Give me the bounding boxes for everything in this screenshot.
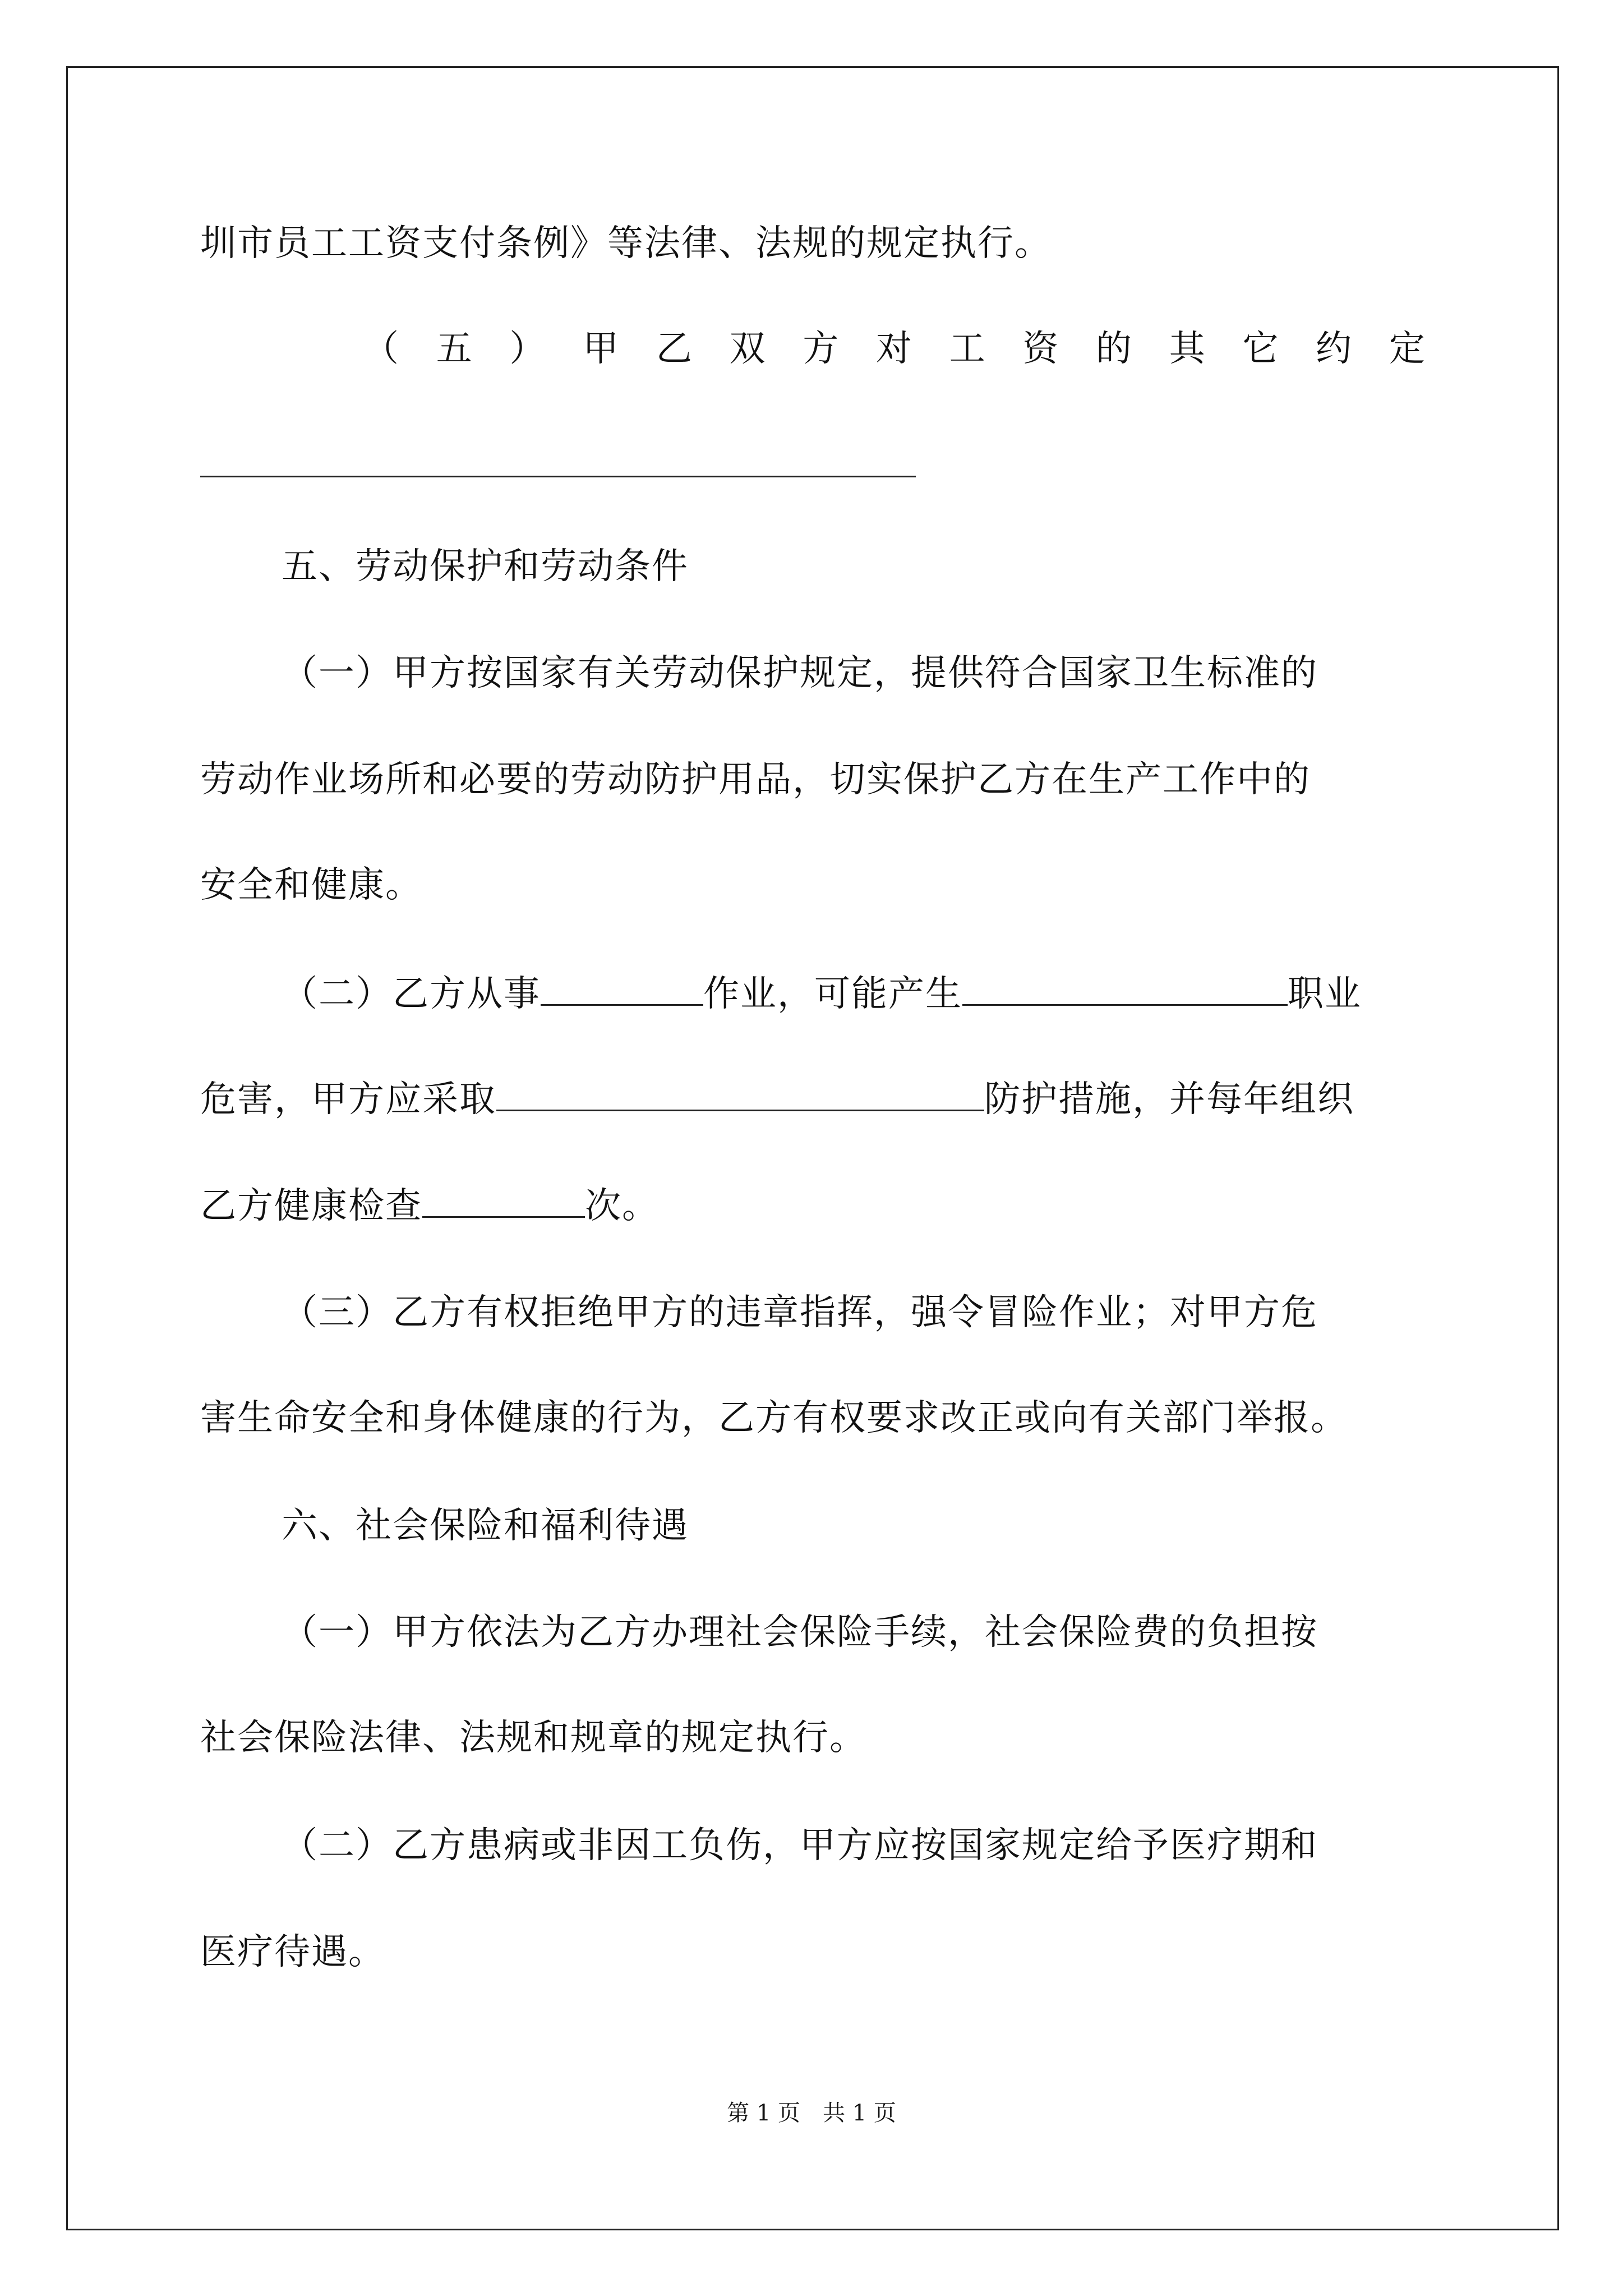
section-heading: 五、劳动保护和劳动条件	[282, 546, 689, 587]
fill-in-blank	[496, 1076, 984, 1111]
paragraph-line: 安全和健康。	[200, 864, 422, 906]
paragraph-line	[282, 970, 1362, 1016]
paragraph-line: （三）乙方有权拒绝甲方的违章指挥，强令冒险作业；对甲方危	[282, 1292, 1318, 1333]
paragraph-line: 害生命安全和身体健康的行为，乙方有权要求改正或向有关部门举报。	[200, 1397, 1348, 1439]
page-number-footer: 第 1 页 共 1 页	[727, 2100, 896, 2126]
paragraph-line: 社会保险法律、法规和规章的规定执行。	[200, 1717, 866, 1759]
spread-char: 五	[436, 328, 472, 370]
text-fragment: 危害，甲方应采取	[200, 1079, 496, 1120]
paragraph-line	[200, 1182, 659, 1228]
text-fragment: 乙方健康检查	[200, 1185, 422, 1227]
text-fragment: 次。	[585, 1185, 659, 1227]
fill-in-blank	[541, 970, 703, 1006]
spread-char: 资	[1022, 328, 1059, 370]
spread-char: 其	[1169, 328, 1205, 370]
spread-char: 对	[875, 328, 912, 370]
text-fragment: 职业	[1288, 973, 1362, 1015]
paragraph-line: （一）甲方依法为乙方办理社会保险手续，社会保险费的负担按	[282, 1612, 1318, 1653]
section-heading: 六、社会保险和福利待遇	[282, 1505, 689, 1547]
paragraph-line: 医疗待遇。	[200, 1931, 385, 1973]
page-border	[66, 66, 1559, 2230]
paragraph-line: 劳动作业场所和必要的劳动防护用品，切实保护乙方在生产工作中的	[200, 759, 1311, 800]
fill-in-blank	[962, 970, 1288, 1006]
paragraph-line: （一）甲方按国家有关劳动保护规定，提供符合国家卫生标准的	[282, 652, 1318, 694]
spread-char: 甲	[583, 328, 619, 370]
spread-char: （	[363, 328, 399, 370]
spread-char: 的	[1096, 328, 1132, 370]
paragraph-line: 圳市员工工资支付条例》等法律、法规的规定执行。	[200, 223, 1052, 264]
fill-in-blank-line	[200, 476, 916, 477]
spread-char: 方	[803, 328, 839, 370]
paragraph-line: （二）乙方患病或非因工负伤，甲方应按国家规定给予医疗期和	[282, 1825, 1318, 1866]
paragraph-line	[200, 1076, 1354, 1122]
wage-other-agreement-heading	[200, 326, 1425, 371]
spread-char: 乙	[656, 328, 692, 370]
spread-char: 工	[949, 328, 985, 370]
spread-char: 定	[1389, 328, 1425, 370]
spread-char: 它	[1242, 328, 1279, 370]
spread-char: 双	[729, 328, 766, 370]
text-fragment: 防护措施，并每年组织	[984, 1079, 1354, 1120]
fill-in-blank	[422, 1182, 585, 1218]
spread-char: ）	[509, 328, 546, 370]
text-fragment: 作业，可能产生	[703, 973, 962, 1015]
spread-char: 约	[1316, 328, 1352, 370]
text-fragment: （二）乙方从事	[282, 973, 541, 1015]
